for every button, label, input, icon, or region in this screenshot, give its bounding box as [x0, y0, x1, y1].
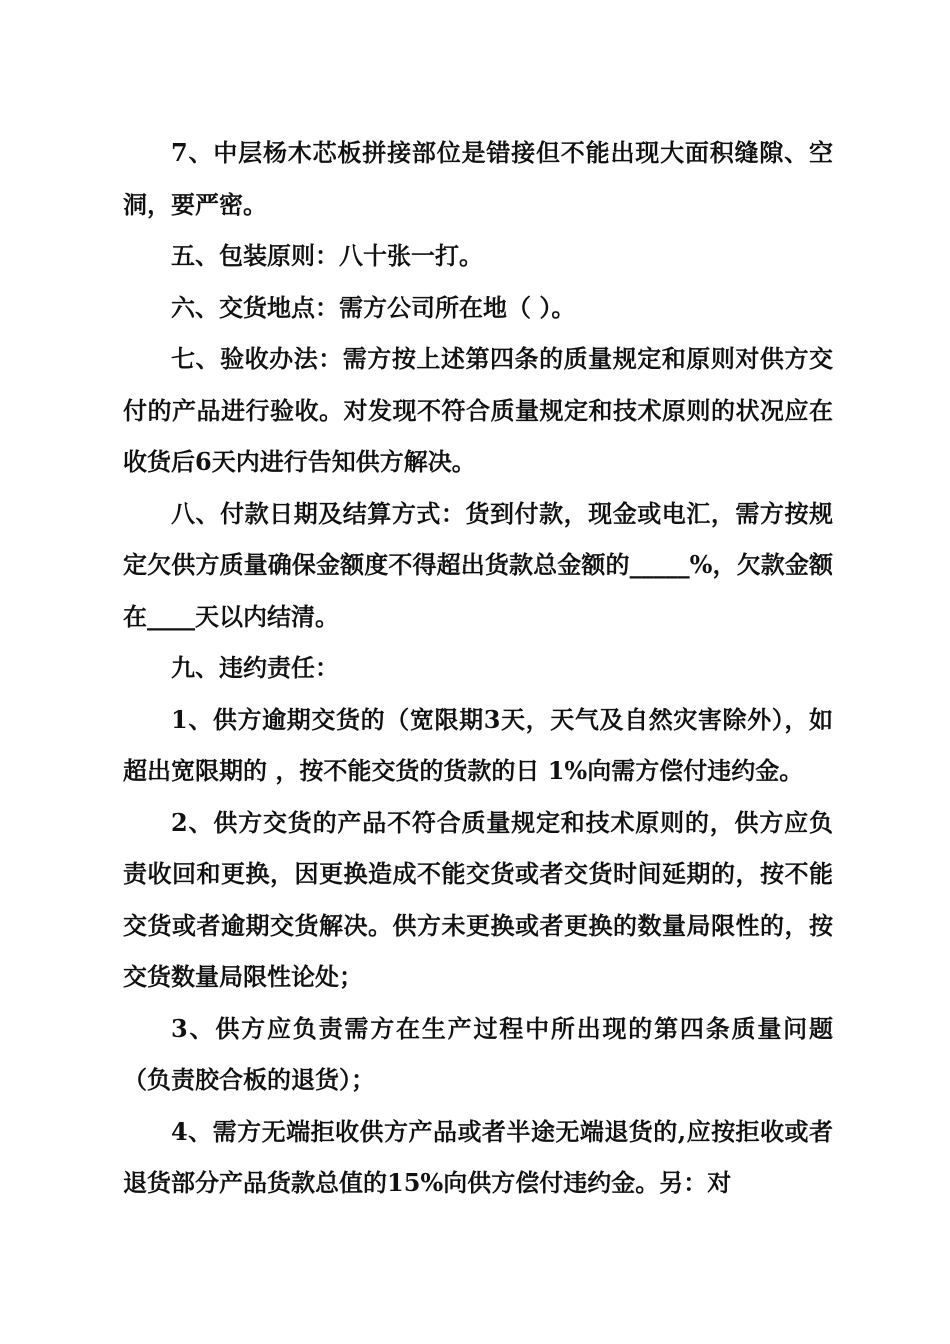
paragraph-liability-1: 1、供方逾期交货的（宽限期3天，天气及自然灾害除外），如超出宽限期的 ，按不能交货的货款的日 1%向需方偿付违约金。 [123, 704, 833, 785]
paragraph-acceptance: 七、验收办法：需方按上述第四条的质量规定和原则对供方交付的产品进行验收。对发现不符合质量规定和技术原则的状况应在收货后6天内进行告知供方解决。 [123, 344, 833, 476]
paragraph-liability-4: 4、需方无端拒收供方产品或者半途无端退货的,应按拒收或者退货部分产品货款总值的15%向供方偿付违约金。另：对 [123, 1116, 833, 1197]
paragraph-clause-7: 7、中层杨木芯板拼接部位是错接但不能出现大面积缝隙、空洞，要严密。 [123, 138, 833, 219]
paragraph-packaging: 五、包装原则：八十张一打。 [171, 241, 483, 270]
paragraph-liability-2: 2、供方交货的产品不符合质量规定和技术原则的，供方应负责收回和更换，因更换造成不能交货或者交货时间延期的，按不能交货或者逾期交货解决。供方未更换或者更换的数量局限性的，按交货数量局限性论处； [123, 807, 833, 991]
paragraph-liability-heading: 九、违约责任： [171, 653, 339, 682]
paragraph-delivery-location: 六、交货地点：需方公司所在地（ ）。 [171, 292, 576, 322]
paragraph-liability-3: 3、供方应负责需方在生产过程中所出现的第四条质量问题（负责胶合板的退货）； [123, 1013, 833, 1094]
paragraph-payment: 八、付款日期及结算方式：货到付款，现金或电汇，需方按规定欠供方质量确保金额度不得超出货款总金额的_____%，欠款金额在____天以内结清。 [123, 498, 833, 631]
document-body [123, 127, 833, 1209]
